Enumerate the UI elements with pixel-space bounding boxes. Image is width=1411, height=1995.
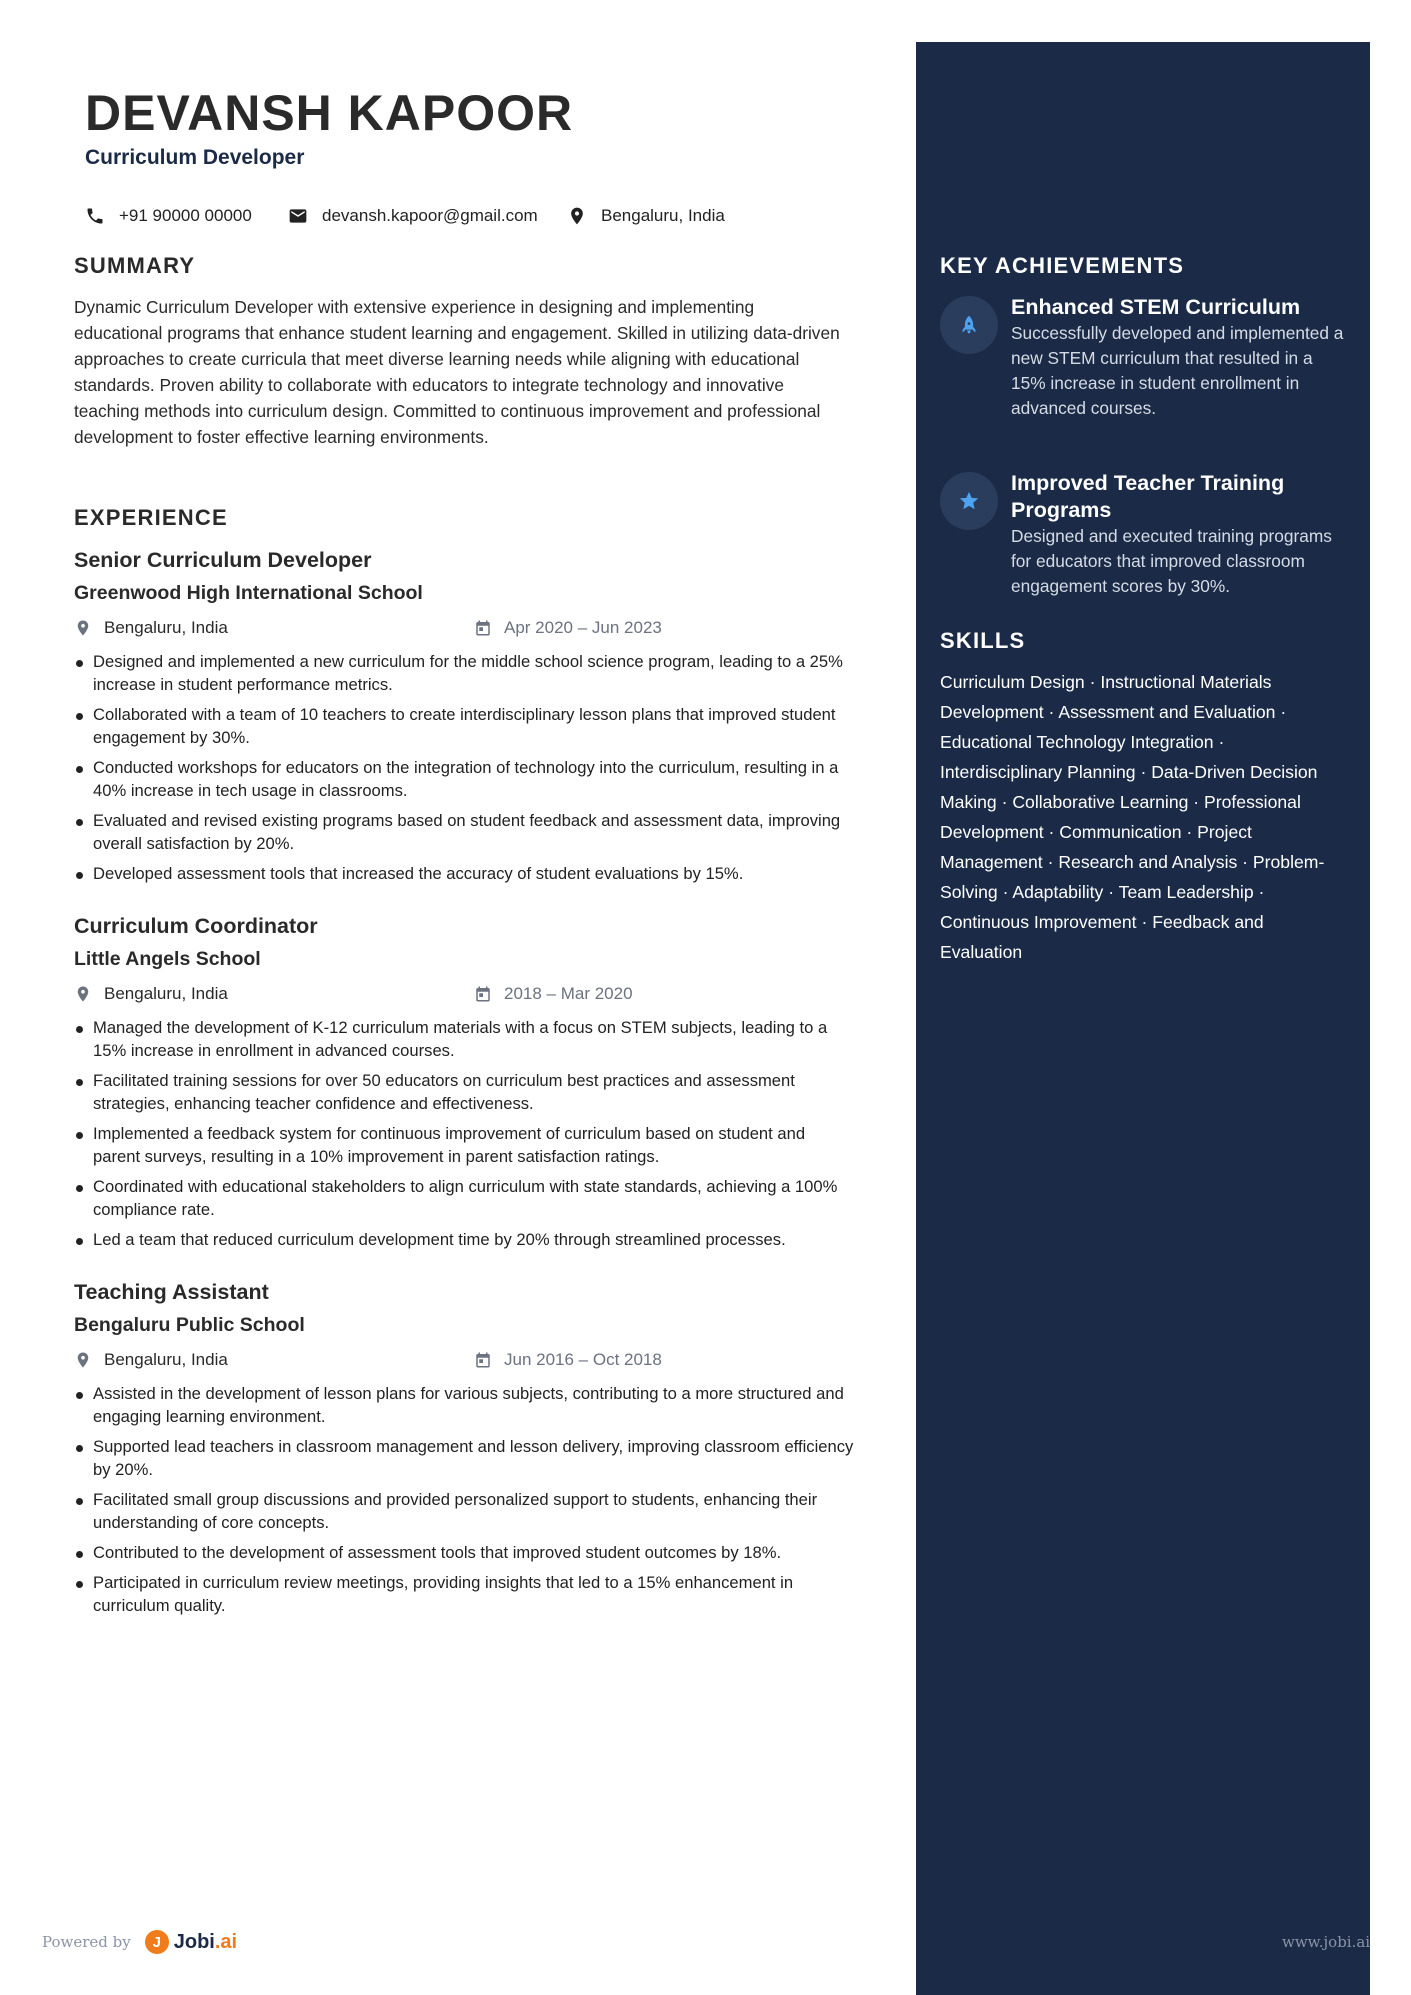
job-location: [74, 618, 228, 638]
job-dates: [474, 984, 633, 1004]
bullet-item: Facilitated small group discussions and provided personalized support to students, enhancing their understanding of core concepts.: [74, 1488, 854, 1534]
rocket-icon: [958, 314, 980, 336]
skills-list: Curriculum Design · Instructional Materials Development · Assessment and Evaluation · Educational Technology Integration · Interdisciplinary Planning · Data-Driven Decision Making · Collaborative Learning · Professional Development · Communication · Project Management · Research and Analysis · Problem-Solving · Adaptability · Team Leadership · Continuous Improvement · Feedback and Evaluation: [940, 672, 1325, 962]
jobi-logo[interactable]: [145, 1930, 237, 1954]
location-text: Bengaluru, India: [601, 206, 725, 225]
bullet-item: Contributed to the development of assessment tools that improved student outcomes by 18%.: [74, 1541, 854, 1564]
location-pin-icon: [74, 619, 92, 637]
jobi-logo-icon: J: [145, 1930, 169, 1954]
jobi-logo-suffix: .ai: [214, 1930, 238, 1953]
bullet-item: Developed assessment tools that increased the accuracy of student evaluations by 15%.: [74, 862, 854, 885]
achievement-desc: Designed and executed training programs for educators that improved classroom engagement scores by 30%.: [1011, 526, 1332, 596]
location-pin-icon: [567, 206, 587, 226]
email-text: devansh.kapoor@gmail.com: [322, 206, 538, 225]
job-company: Little Angels School: [74, 948, 261, 970]
calendar-icon: [474, 619, 492, 637]
achievement-item: [940, 470, 1350, 599]
achievement-title: Enhanced STEM Curriculum: [1011, 295, 1301, 319]
achievement-item: [940, 294, 1350, 421]
job-entry: [74, 910, 864, 1258]
jobi-logo-text: Jobi: [173, 1930, 215, 1953]
job-company: Greenwood High International School: [74, 582, 423, 604]
job-bullets: [74, 1382, 864, 1617]
job-dates-text: Apr 2020 – Jun 2023: [504, 618, 662, 637]
experience-heading: EXPERIENCE: [74, 505, 228, 530]
email-icon: [288, 206, 308, 226]
job-entry: [74, 1276, 864, 1624]
bullet-item: Assisted in the development of lesson plans for various subjects, contributing to a more structured and engaging learning environment.: [74, 1382, 854, 1428]
job-location: [74, 984, 228, 1004]
achievement-icon-badge: [940, 296, 998, 354]
job-dates-text: 2018 – Mar 2020: [504, 984, 633, 1003]
bullet-item: Facilitated training sessions for over 50 educators on curriculum best practices and assessment strategies, enhancing teacher confidence and effectiveness.: [74, 1069, 854, 1115]
candidate-name: DEVANSH KAPOOR: [85, 85, 574, 141]
job-location-text: Bengaluru, India: [104, 618, 228, 637]
bullet-item: Evaluated and revised existing programs based on student feedback and assessment data, improving overall satisfaction by 20%.: [74, 809, 854, 855]
calendar-icon: [474, 1351, 492, 1369]
achievement-desc: Successfully developed and implemented a new STEM curriculum that resulted in a 15% increase in student enrollment in advanced courses.: [1011, 323, 1344, 418]
job-meta: [74, 1342, 864, 1382]
job-location: [74, 1350, 228, 1370]
job-location-text: Bengaluru, India: [104, 1350, 228, 1369]
contact-location: [567, 204, 725, 228]
bullet-item: Led a team that reduced curriculum development time by 20% through streamlined processes.: [74, 1228, 854, 1251]
achievement-icon-badge: [940, 472, 998, 530]
job-dates-text: Jun 2016 – Oct 2018: [504, 1350, 662, 1369]
summary-heading: SUMMARY: [74, 253, 196, 278]
achievement-body: [1011, 470, 1346, 599]
job-entry: [74, 544, 864, 892]
achievements-heading: KEY ACHIEVEMENTS: [940, 253, 1185, 278]
job-dates: [474, 618, 662, 638]
summary-text: Dynamic Curriculum Developer with extensive experience in designing and implementing educational programs that enhance student learning and engagement. Skilled in utilizing data-driven approaches to create curricula that meet diverse learning needs while aligning with educational standards. Proven ability to collaborate with educators to integrate technology and innovative teaching methods into curriculum design. Committed to continuous improvement and professional development to foster effective learning environments.: [74, 297, 840, 447]
job-location-text: Bengaluru, India: [104, 984, 228, 1003]
job-bullets: [74, 1016, 864, 1251]
achievement-title: Improved Teacher Training Programs: [1011, 471, 1285, 522]
job-title: Teaching Assistant: [74, 1280, 269, 1304]
calendar-icon: [474, 985, 492, 1003]
job-meta: [74, 976, 864, 1016]
job-company: Bengaluru Public School: [74, 1314, 305, 1336]
job-title: Senior Curriculum Developer: [74, 548, 372, 572]
contact-phone[interactable]: [85, 204, 252, 228]
bullet-item: Participated in curriculum review meetings, providing insights that led to a 15% enhancement in curriculum quality.: [74, 1571, 854, 1617]
phone-icon: [85, 206, 105, 226]
achievement-body: [1011, 294, 1346, 421]
job-title: Curriculum Coordinator: [74, 914, 318, 938]
candidate-role: Curriculum Developer: [85, 146, 305, 169]
job-bullets: [74, 650, 864, 885]
job-dates: [474, 1350, 662, 1370]
website-link[interactable]: www.jobi.ai: [1282, 1933, 1371, 1951]
job-meta: [74, 610, 864, 650]
bullet-item: Coordinated with educational stakeholders to align curriculum with state standards, achieving a 100% compliance rate.: [74, 1175, 854, 1221]
location-pin-icon: [74, 1351, 92, 1369]
bullet-item: Implemented a feedback system for continuous improvement of curriculum based on student and parent surveys, resulting in a 10% improvement in parent satisfaction ratings.: [74, 1122, 854, 1168]
bullet-item: Supported lead teachers in classroom management and lesson delivery, improving classroom efficiency by 20%.: [74, 1435, 854, 1481]
bullet-item: Designed and implemented a new curriculum for the middle school science program, leading to a 25% increase in student performance metrics.: [74, 650, 854, 696]
contact-email[interactable]: [288, 204, 538, 228]
location-pin-icon: [74, 985, 92, 1003]
bullet-item: Collaborated with a team of 10 teachers to create interdisciplinary lesson plans that improved student engagement by 30%.: [74, 703, 854, 749]
bullet-item: Conducted workshops for educators on the integration of technology into the curriculum, resulting in a 40% increase in tech usage in classrooms.: [74, 756, 854, 802]
powered-by-footer: [42, 1930, 237, 1954]
star-icon: [958, 490, 980, 512]
powered-by-label: Powered by: [42, 1933, 131, 1951]
skills-heading: SKILLS: [940, 628, 1026, 653]
bullet-item: Managed the development of K-12 curriculum materials with a focus on STEM subjects, leading to a 15% increase in enrollment in advanced courses.: [74, 1016, 854, 1062]
phone-text: +91 90000 00000: [119, 206, 252, 225]
